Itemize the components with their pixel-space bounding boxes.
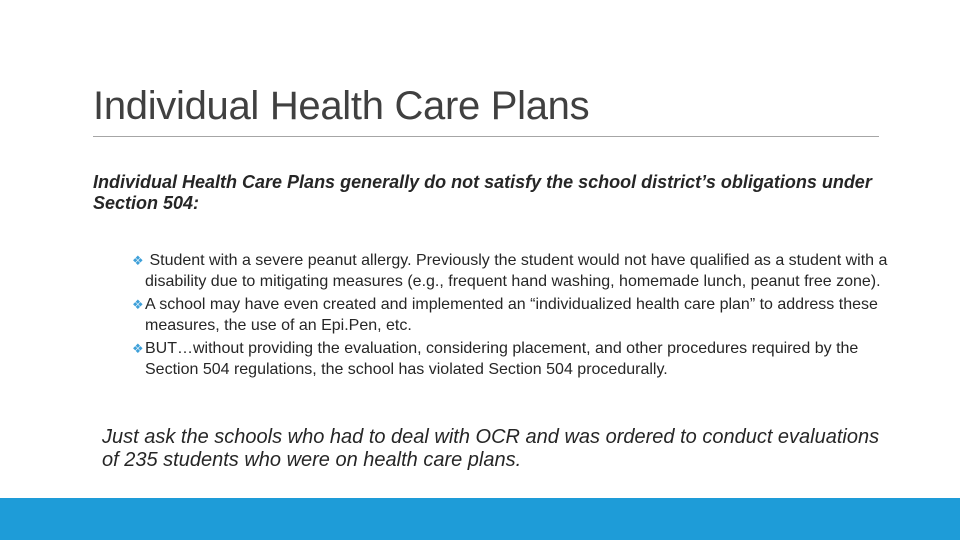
diamond-bullet-icon: ❖	[132, 253, 144, 268]
list-item	[132, 338, 892, 380]
bullet-list	[132, 250, 892, 382]
slide-title: Individual Health Care Plans	[93, 84, 590, 128]
lead-paragraph: Individual Health Care Plans generally do not satisfy the school district’s obligations under Section 504:	[93, 172, 872, 213]
footer-band	[0, 498, 960, 540]
diamond-bullet-icon: ❖	[132, 297, 144, 312]
diamond-bullet-icon: ❖	[132, 341, 144, 356]
list-item	[132, 250, 892, 292]
bullet-text: A school may have even created and implemented an “individualized health care plan” to address these measures, the use of an Epi.Pen, etc.	[145, 296, 878, 334]
list-item	[132, 294, 892, 336]
closing-paragraph: Just ask the schools who had to deal with OCR and was ordered to conduct evaluations of 235 students who were on health care plans.	[102, 426, 880, 471]
bullet-text: BUT…without providing the evaluation, considering placement, and other procedures required by the Section 504 regulations, the school has violated Section 504 procedurally.	[145, 340, 859, 378]
title-divider	[93, 136, 879, 137]
bullet-text: Student with a severe peanut allergy. Previously the student would not have qualified as a student with a disability due to mitigating measures (e.g., frequent hand washing, homemade lunch, peanut free zone).	[145, 252, 888, 290]
